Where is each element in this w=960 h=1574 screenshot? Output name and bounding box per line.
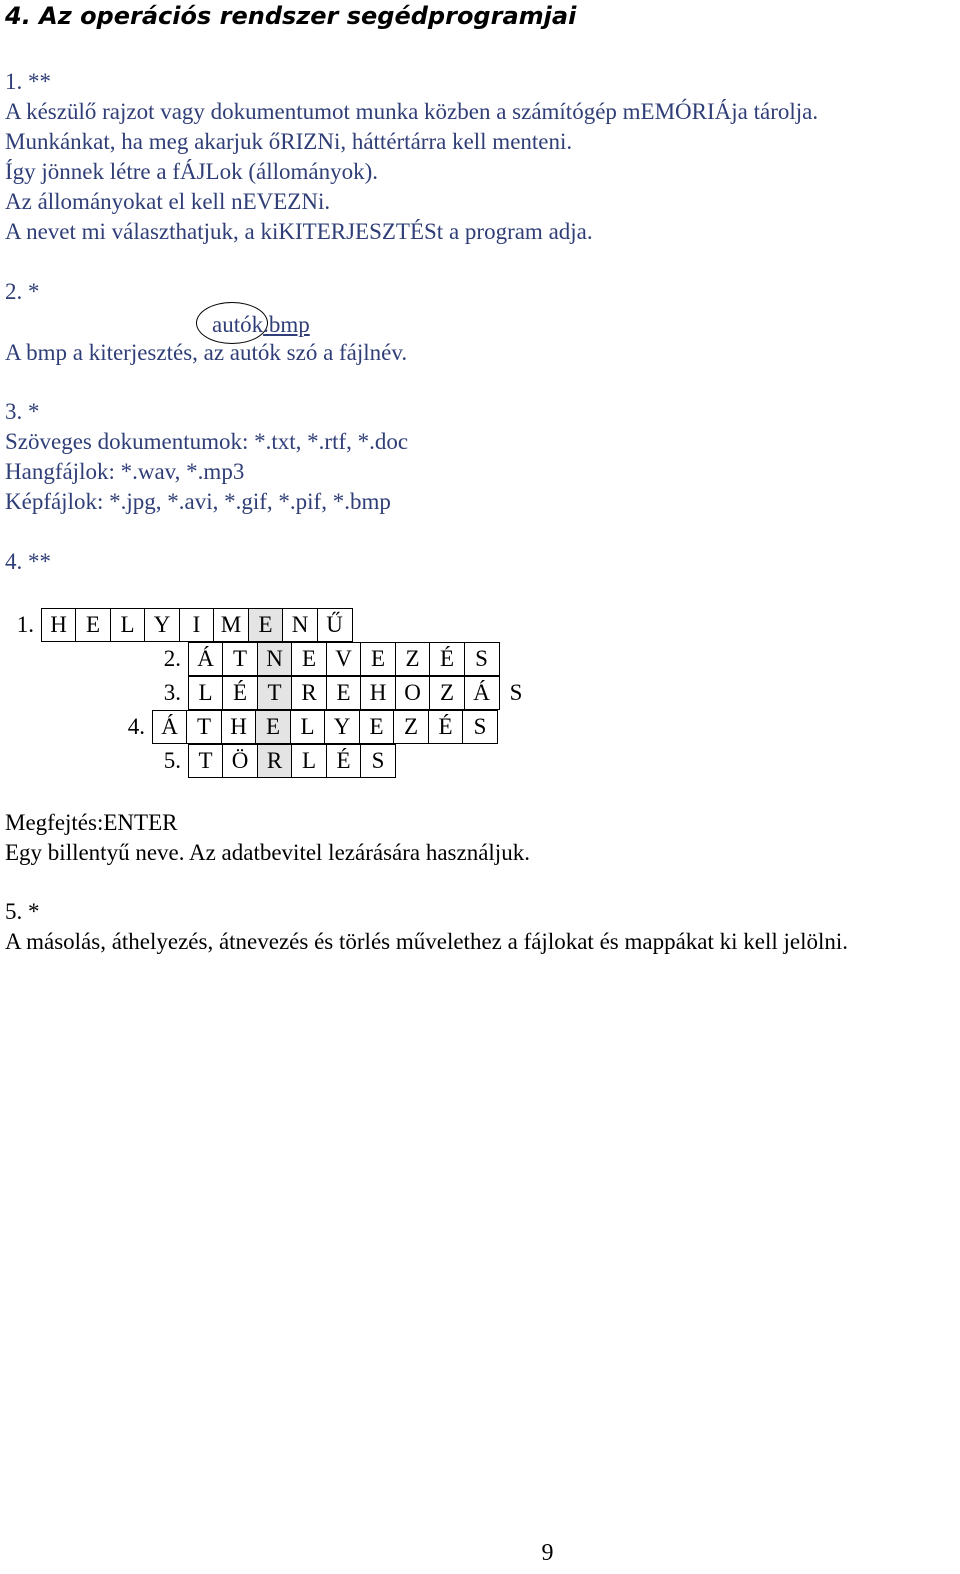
crossword-row bbox=[189, 744, 396, 778]
crossword-row-number: 5. bbox=[163, 748, 181, 773]
crossword-cell: H bbox=[41, 608, 77, 642]
task1-line: A nevet mi választhatjuk, a kiKITERJESZTÉSt a program adja. bbox=[5, 219, 593, 244]
crossword-cell: Ö bbox=[222, 744, 258, 778]
task5-label: 5. * bbox=[5, 899, 40, 924]
crossword-cell: L bbox=[291, 744, 327, 778]
crossword-row-number: 1. bbox=[16, 612, 34, 637]
task1-line: Munkánkat, ha meg akarjuk őRIZNi, háttértárra kell menteni. bbox=[5, 129, 573, 154]
crossword-cell: Á bbox=[188, 642, 224, 676]
crossword-cell: Z bbox=[395, 642, 431, 676]
crossword-cell: E bbox=[360, 642, 396, 676]
task3-label: 3. * bbox=[5, 399, 40, 424]
crossword-cell: É bbox=[222, 676, 258, 710]
crossword-row bbox=[153, 710, 498, 744]
page-number: 9 bbox=[541, 1540, 554, 1566]
crossword-cell: H bbox=[221, 710, 257, 744]
crossword-cell: T bbox=[257, 676, 293, 710]
crossword-cell: T bbox=[188, 744, 224, 778]
crossword-cell: Z bbox=[429, 676, 465, 710]
crossword-cell: H bbox=[360, 676, 396, 710]
crossword-row bbox=[42, 608, 353, 642]
task1-label: 1. ** bbox=[5, 69, 51, 94]
crossword-row bbox=[189, 676, 534, 710]
task3-line: Szöveges dokumentumok: *.txt, *.rtf, *.doc bbox=[5, 429, 409, 454]
crossword-cell: E bbox=[291, 642, 327, 676]
crossword-row-number: 3. bbox=[163, 680, 181, 705]
crossword-cell: Z bbox=[393, 710, 429, 744]
crossword-cell: R bbox=[291, 676, 327, 710]
task1-line: Így jönnek létre a fÁJLok (állományok). bbox=[5, 159, 378, 184]
crossword-row-number: 4. bbox=[127, 714, 145, 739]
crossword-cell: Ű bbox=[317, 608, 353, 642]
crossword-cell: N bbox=[257, 642, 293, 676]
crossword-cell: É bbox=[429, 642, 465, 676]
crossword-row-number: 2. bbox=[163, 646, 181, 671]
crossword-solution: Megfejtés:ENTER bbox=[5, 810, 178, 835]
task1-line: A készülő rajzot vagy dokumentumot munka közben a számítógép mEMÓRIÁja tárolja. bbox=[5, 99, 819, 124]
crossword-cell: I bbox=[179, 608, 215, 642]
crossword-cell: N bbox=[282, 608, 318, 642]
crossword-cell: Y bbox=[324, 710, 360, 744]
crossword-cell: S bbox=[462, 710, 498, 744]
crossword-cell: E bbox=[359, 710, 395, 744]
crossword-cell: E bbox=[255, 710, 291, 744]
crossword-cell: T bbox=[222, 642, 258, 676]
crossword-cell: S bbox=[509, 680, 523, 705]
filename-extension: .bmp bbox=[263, 312, 310, 337]
crossword-cell: O bbox=[395, 676, 431, 710]
crossword-solution-note: Egy billentyű neve. Az adatbevitel lezárására használjuk. bbox=[5, 840, 530, 865]
crossword-cell: V bbox=[326, 642, 362, 676]
crossword-cell: Á bbox=[152, 710, 188, 744]
crossword-cell: É bbox=[428, 710, 464, 744]
task3-line: Hangfájlok: *.wav, *.mp3 bbox=[5, 459, 245, 484]
crossword-cell: L bbox=[110, 608, 146, 642]
example-filename bbox=[212, 310, 310, 340]
crossword-cell: L bbox=[188, 676, 224, 710]
filename-base: autók bbox=[212, 312, 264, 337]
section-heading: 4. Az operációs rendszer segédprogramjai bbox=[5, 2, 577, 30]
crossword-cell: É bbox=[326, 744, 362, 778]
crossword-cell: S bbox=[360, 744, 396, 778]
crossword-cell: E bbox=[326, 676, 362, 710]
task5-text: A másolás, áthelyezés, átnevezés és törlés művelethez a fájlokat és mappákat ki kell jelölni. bbox=[5, 929, 849, 954]
task2-label: 2. * bbox=[5, 279, 40, 304]
crossword-cell: S bbox=[464, 642, 500, 676]
crossword-cell: M bbox=[213, 608, 249, 642]
crossword-cell: T bbox=[186, 710, 222, 744]
crossword-cell: Y bbox=[144, 608, 180, 642]
task1-line: Az állományokat el kell nEVEZNi. bbox=[5, 189, 331, 214]
crossword-cell: R bbox=[257, 744, 293, 778]
crossword-cell: Á bbox=[464, 676, 500, 710]
crossword-row bbox=[189, 642, 500, 676]
task3-line: Képfájlok: *.jpg, *.avi, *.gif, *.pif, *.bmp bbox=[5, 489, 391, 514]
crossword-cell: E bbox=[248, 608, 284, 642]
crossword-cell: E bbox=[75, 608, 111, 642]
task4-label: 4. ** bbox=[5, 549, 51, 574]
task2-explanation: A bmp a kiterjesztés, az autók szó a fájlnév. bbox=[5, 340, 408, 365]
crossword-cell: L bbox=[290, 710, 326, 744]
